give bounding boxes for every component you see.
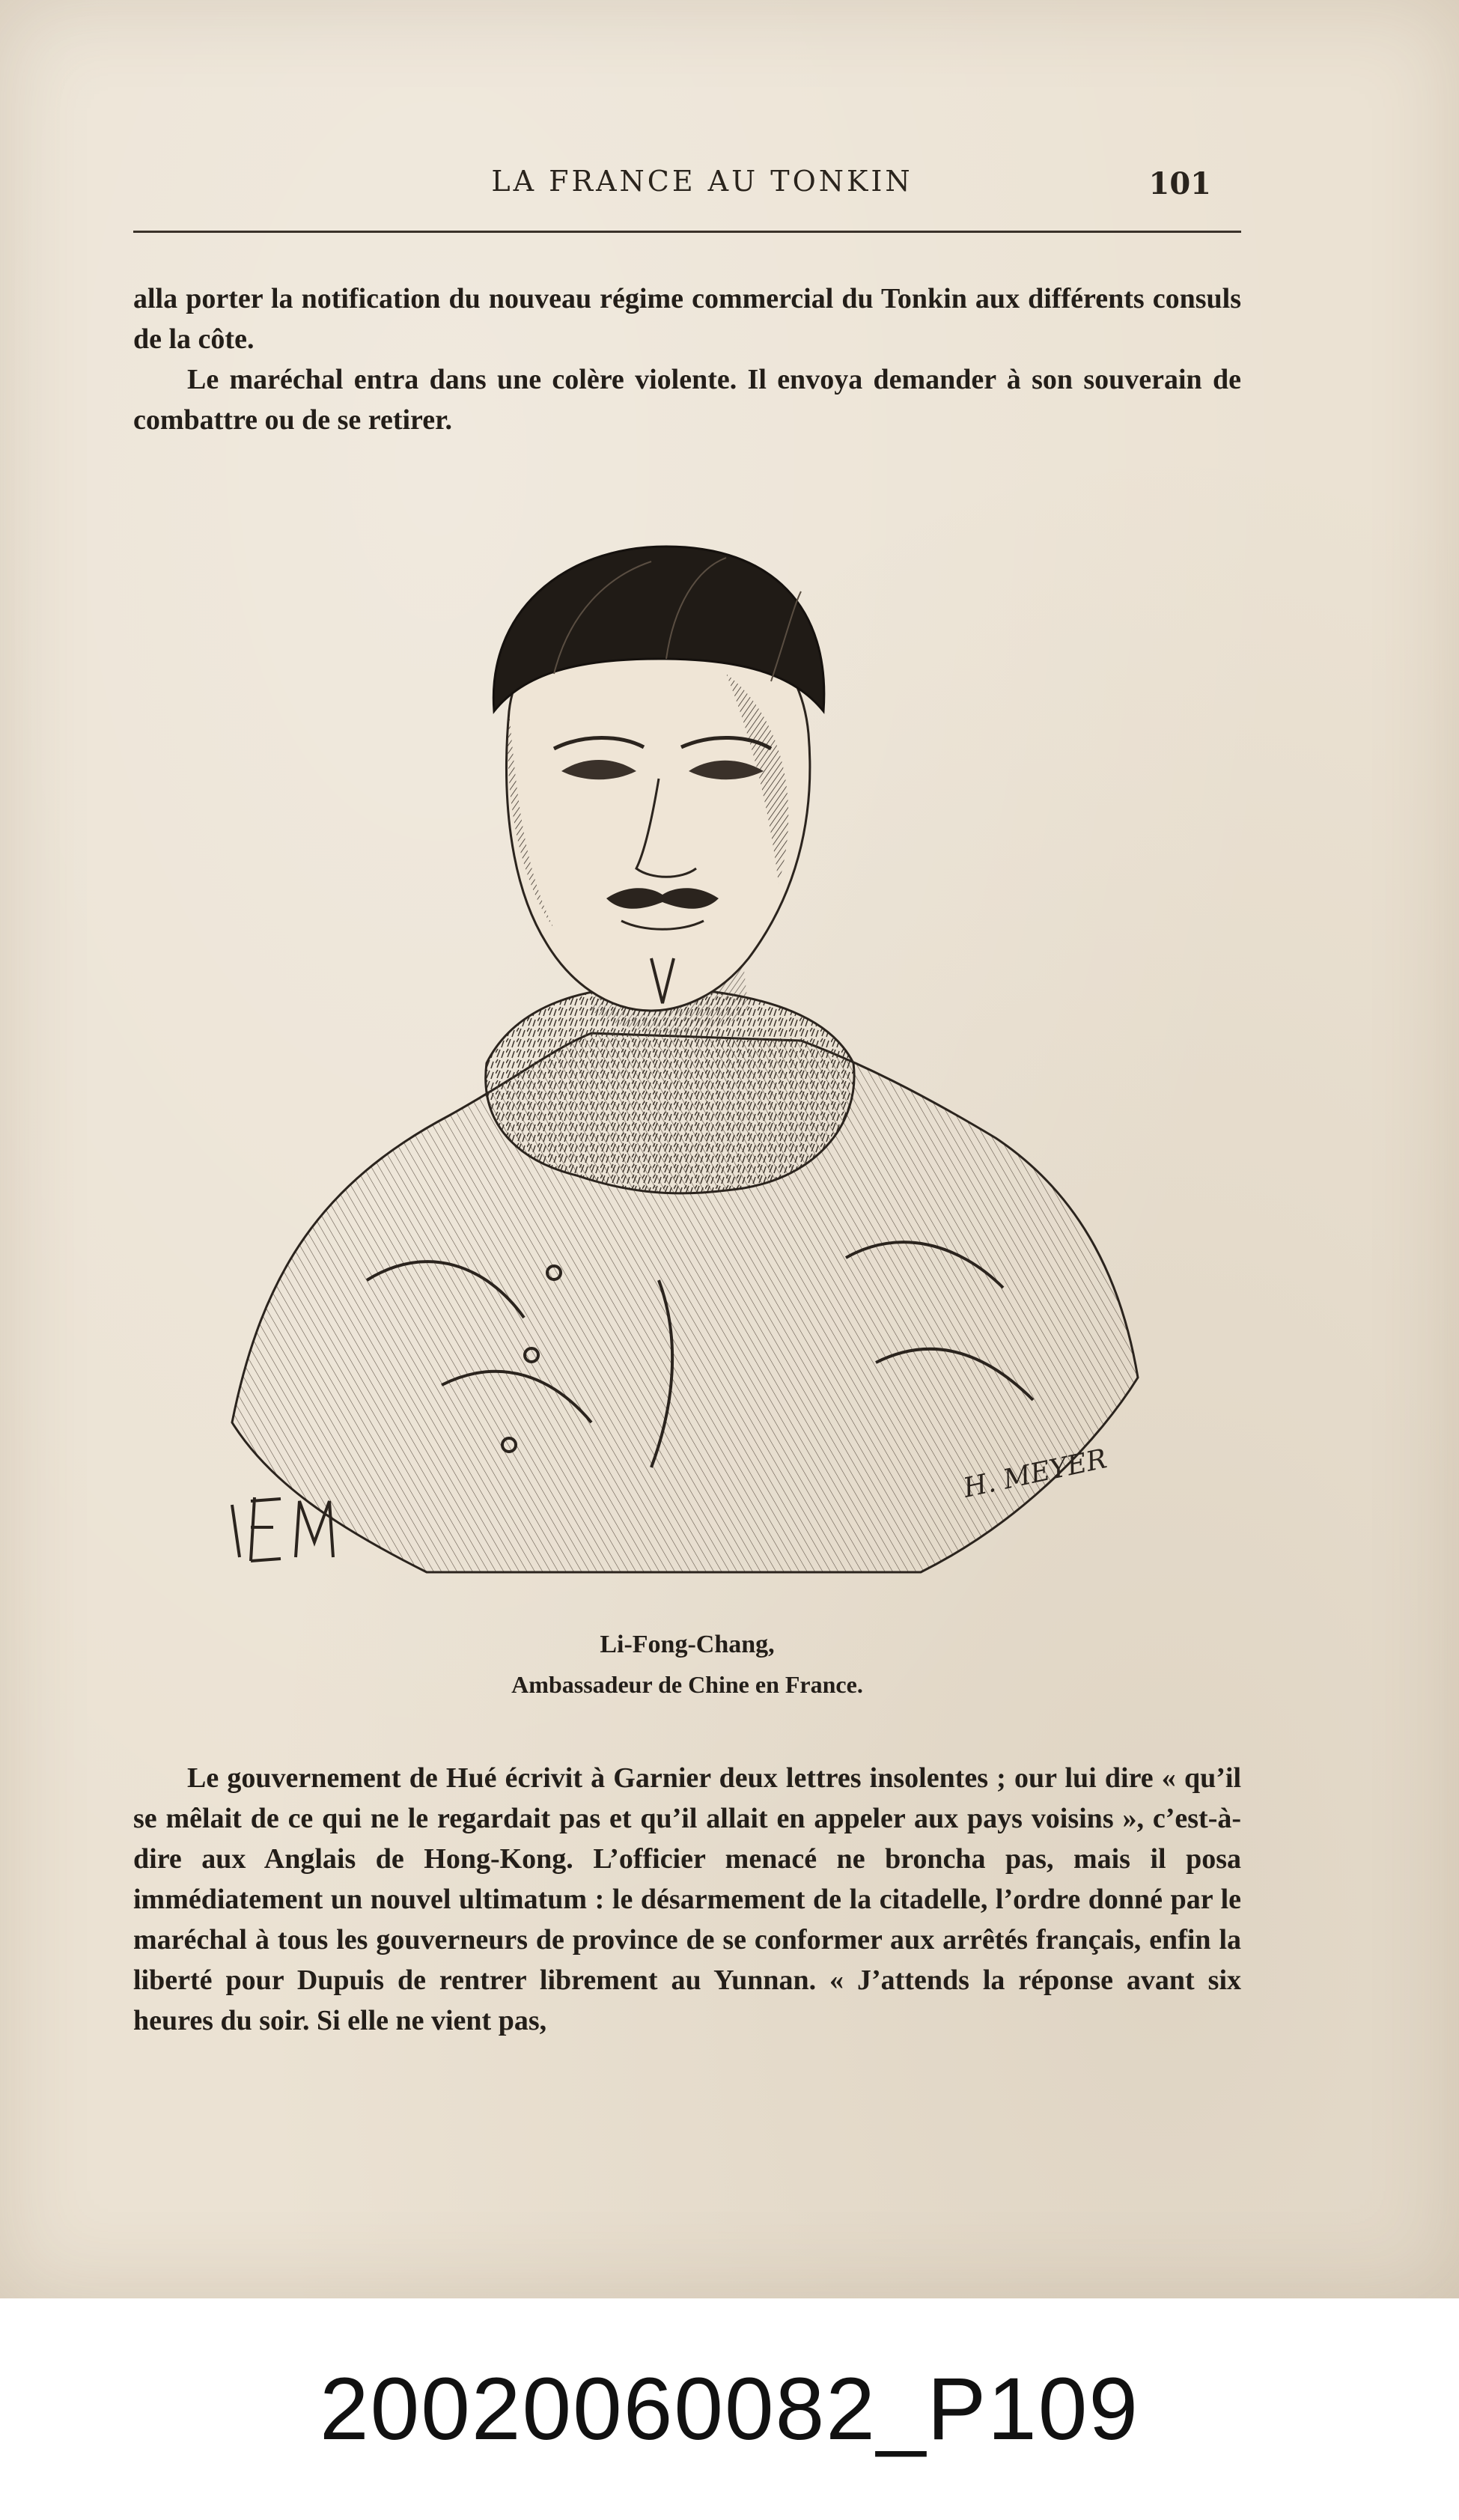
running-head: LA FRANCE AU TONKIN bbox=[491, 165, 913, 198]
figure-caption-name: Li-Fong-Chang, bbox=[600, 1631, 775, 1658]
page-header bbox=[133, 165, 1241, 217]
signature-right: H. MEYER bbox=[960, 1443, 1110, 1504]
paragraph-continued: alla porter la notification du nouveau régime commercial du Tonkin aux différents consuls de la côte. bbox=[133, 283, 1241, 355]
portrait-illustration bbox=[202, 524, 1175, 1625]
paragraph-gouvernement: Le gouvernement de Hué écrivit à Garnier deux lettres insolentes ; our lui dire « qu’il se mêlait de ce qui ne le regardait pas et qu’il allait en appeler aux pays voisins », c’est-à-dire aux Anglais de Hong-Kong. L’officier menacé ne broncha pas, mais il posa immédiatement un nouvel ultimatum : le désarmement de la citadelle, l’ordre donné par le maréchal à tous les gouverneurs de province de se conformer aux arrêtés français, enfin la liberté pour Dupuis de rentrer librement au Yunnan. « J’attends la réponse avant six heures du soir. Si elle ne vient pas, bbox=[133, 1762, 1241, 2036]
figure-caption-title: Ambassadeur de Chine en France. bbox=[511, 1671, 863, 1698]
page-number: 101 bbox=[1148, 166, 1211, 201]
top-paragraphs bbox=[133, 279, 1241, 440]
header-rule bbox=[133, 231, 1241, 233]
archive-reference-label: 20020060082_P109 bbox=[319, 2360, 1140, 2459]
portrait-engraving bbox=[202, 524, 1175, 1625]
bottom-paragraphs bbox=[133, 1758, 1241, 2041]
paragraph-marechal: Le maréchal entra dans une colère violente. Il envoya demander à son souverain de combattre ou de se retirer. bbox=[133, 364, 1241, 436]
